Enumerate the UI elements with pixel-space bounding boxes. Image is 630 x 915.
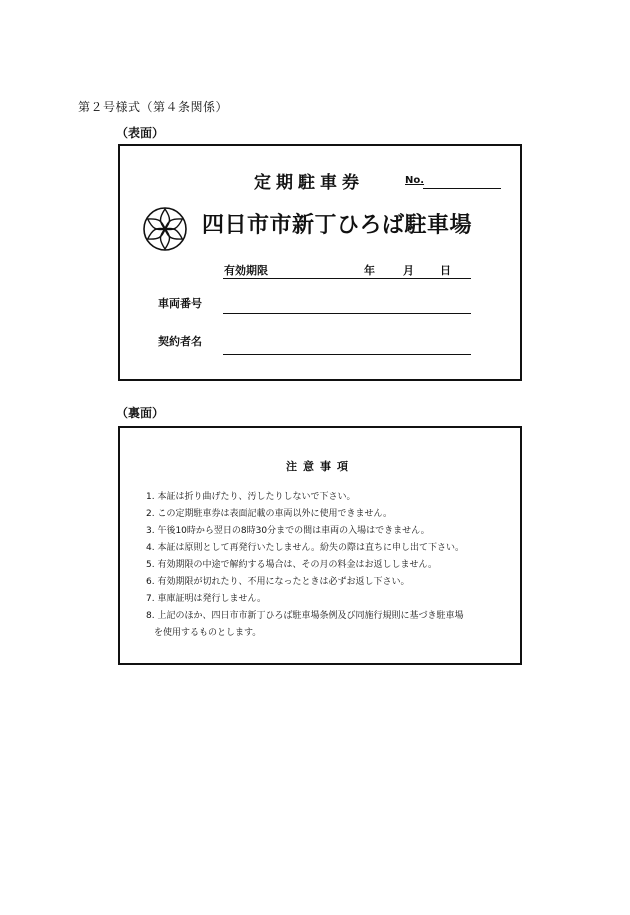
expiry-month-label: 月 bbox=[403, 264, 414, 277]
ticket-title: 定期駐車券 bbox=[254, 173, 364, 193]
expiry-line bbox=[223, 278, 471, 279]
notice-item-continuation: を使用するものとします。 bbox=[154, 628, 262, 638]
facility-name: 四日市市新丁ひろば駐車場 bbox=[202, 213, 473, 238]
expiry-year-label: 年 bbox=[364, 264, 375, 277]
back-side-label: （裏面） bbox=[116, 406, 165, 420]
vehicle-number-label: 車両番号 bbox=[158, 297, 202, 310]
vehicle-number-line bbox=[223, 313, 471, 314]
notice-item: 4. 本証は原則として再発行いたしません。紛失の際は直ちに申し出て下さい。 bbox=[146, 543, 464, 553]
expiry-day-label: 日 bbox=[440, 264, 451, 277]
parking-ticket-front bbox=[118, 144, 522, 381]
notice-item: 5. 有効期限の中途で解約する場合は、その月の料金はお返ししません。 bbox=[146, 560, 437, 570]
notice-item: 1. 本証は折り曲げたり、汚したりしないで下さい。 bbox=[146, 492, 356, 502]
ticket-number-line bbox=[423, 188, 501, 189]
city-emblem-icon bbox=[142, 206, 188, 252]
notice-item: 8. 上記のほか、四日市市新丁ひろば駐車場条例及び同施行規則に基づき駐車場 bbox=[146, 611, 464, 621]
notice-item: 2. この定期駐車券は表面記載の車両以外に使用できません。 bbox=[146, 509, 392, 519]
form-number: 第２号様式（第４条関係） bbox=[78, 100, 229, 114]
expiry-label: 有効期限 bbox=[224, 264, 268, 277]
notice-item: 3. 午後10時から翌日の8時30分までの間は車両の入場はできません。 bbox=[146, 526, 430, 536]
front-side-label: （表面） bbox=[116, 126, 165, 140]
contractor-name-label: 契約者名 bbox=[158, 335, 202, 348]
notice-title: 注意事項 bbox=[286, 460, 354, 473]
notice-list bbox=[146, 489, 516, 642]
notice-item: 7. 車庫証明は発行しません。 bbox=[146, 594, 266, 604]
parking-ticket-back bbox=[118, 426, 522, 665]
ticket-number-label: No. bbox=[405, 175, 425, 186]
notice-item: 6. 有効期限が切れたり、不用になったときは必ずお返し下さい。 bbox=[146, 577, 410, 587]
contractor-name-line bbox=[223, 354, 471, 355]
